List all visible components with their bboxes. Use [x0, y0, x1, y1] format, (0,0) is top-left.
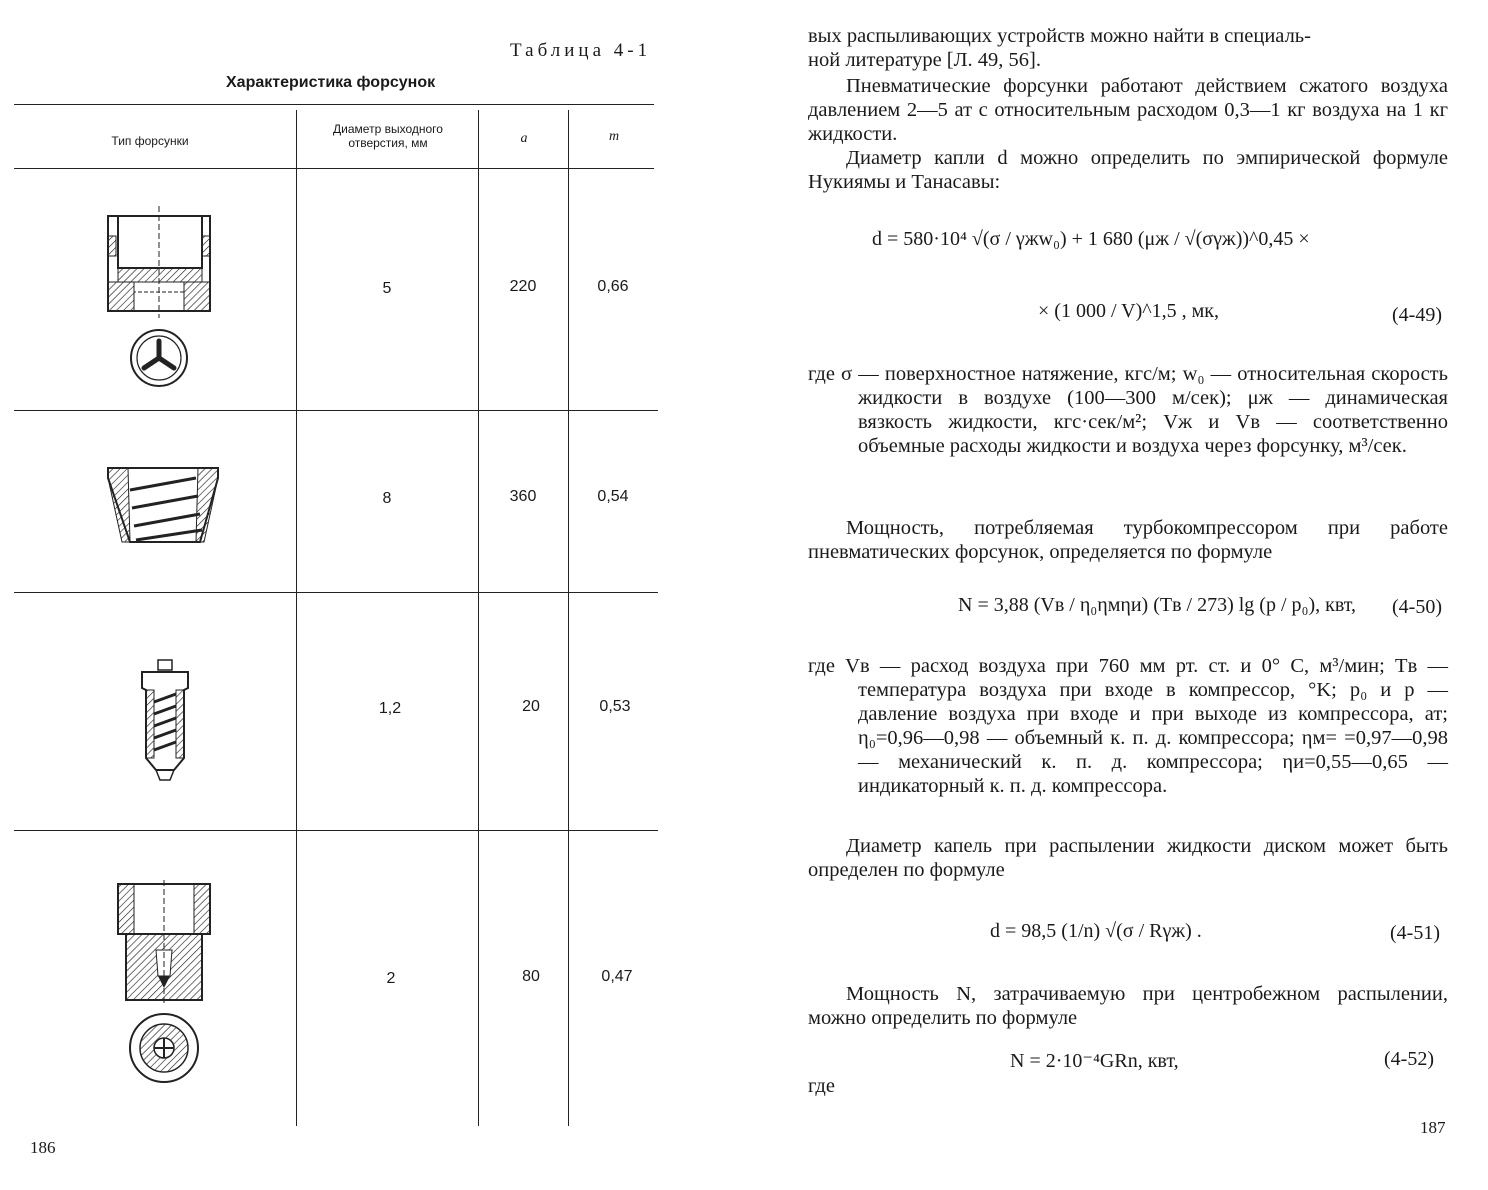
paragraph-4: Мощность, потребляемая турбокомпрессором при работе пневматических форсунок, определяется по формуле	[808, 517, 1448, 563]
table-top-rule	[14, 104, 654, 105]
paragraph-5: Диаметр капель при распылении жидкости диском может быть определен по формуле	[808, 835, 1448, 881]
row1-a: 220	[509, 278, 537, 295]
row3-diameter: 1,2	[378, 700, 402, 717]
nozzle-figure-2	[100, 460, 230, 550]
paragraph-3: Диаметр капли d можно определить по эмпирической формуле Нукиямы и Танасавы:	[808, 147, 1448, 193]
equation-number-4-50: (4-50)	[1392, 596, 1442, 618]
formula-4-50: N = 3,88 (Vв / η₀ηмηи) (Tв / 273) lg (p / p₀), квт,	[958, 594, 1357, 616]
row3-m: 0,53	[599, 698, 631, 715]
row4-m: 0,47	[601, 968, 633, 985]
paragraph-1: вых распыливающих устройств можно найти в специаль- ной литературе [Л. 49, 56].	[808, 25, 1311, 71]
left-page	[0, 0, 700, 1190]
row2-diameter: 8	[382, 490, 392, 507]
row1-diameter: 5	[382, 280, 392, 297]
table-title: Характеристика форсунок	[226, 74, 436, 91]
nozzle-figure-1	[96, 196, 226, 396]
row3-a: 20	[522, 698, 540, 715]
right-page	[744, 0, 1488, 1190]
equation-number-4-49: (4-49)	[1392, 304, 1442, 326]
row2-a: 360	[509, 488, 537, 505]
row-rule-2	[14, 592, 658, 593]
equation-number-4-51: (4-51)	[1390, 922, 1440, 944]
header-type: Тип форсунки	[111, 134, 189, 148]
page-number-right: 187	[1420, 1118, 1446, 1137]
legend-where-1: где σ — поверхностное натяжение, кгс/м; w₀ — относительная скорость жидкости в воздухе (100—300 м/сек); μж — динамическая вязкость жидкости, кгс·сек/м²; Vж и Vв — соответственно объемные расходы жидкости и воздуха через форсунку, м³/сек.	[808, 363, 1448, 457]
row4-a: 80	[522, 968, 540, 985]
legend-where-3: где	[808, 1075, 835, 1097]
row1-m: 0,66	[597, 278, 629, 295]
row4-diameter: 2	[386, 970, 396, 987]
col-rule-1	[296, 110, 297, 1126]
header-m: m	[608, 129, 620, 144]
row-rule-3	[14, 830, 658, 831]
formula-4-49-line2: × (1 000 / V)^1,5 , мк,	[1038, 300, 1219, 322]
formula-4-51: d = 98,5 (1/n) √(σ / Rγж) .	[990, 920, 1202, 942]
col-rule-2	[478, 110, 479, 1126]
formula-4-52: N = 2·10⁻⁴GRn, квт,	[1010, 1050, 1179, 1072]
table-number: Таблица 4-1	[510, 40, 652, 61]
row-rule-1	[14, 410, 658, 411]
page-number-left: 186	[30, 1138, 56, 1157]
col-rule-3	[568, 110, 569, 1126]
legend-where-2: где Vв — расход воздуха при 760 мм рт. ст. и 0° С, м³/мин; Tв — температура воздуха при входе в компрессор, °K; p₀ и p — давление воздуха при входе и при выходе из компрессора, ат; η₀=0,96—0,98 — объемный к. п. д. компрессора; ηм= =0,97—0,98 — механический к. п. д. компрессора; ηи=0,55—0,65 — индикаторный к. п. д. компрессора.	[808, 655, 1448, 797]
paragraph-6: Мощность N, затрачиваемую при центробежном распылении, можно определить по формуле	[808, 983, 1448, 1029]
header-diameter: Диаметр выходного отверстия, мм	[333, 122, 443, 150]
table-header-rule	[14, 168, 654, 169]
paragraph-2: Пневматические форсунки работают действием сжатого воздуха давлением 2—5 ат с относительным расходом 0,3—1 кг воздуха на 1 кг жидкости.	[808, 75, 1448, 145]
equation-number-4-52: (4-52)	[1384, 1048, 1434, 1070]
row2-m: 0,54	[597, 488, 629, 505]
header-a: a	[520, 131, 528, 146]
formula-4-49-line1: d = 580·10⁴ √(σ / γжw₀) + 1 680 (μж / √(σγж))^0,45 ×	[872, 228, 1310, 250]
nozzle-figure-3	[130, 658, 200, 788]
nozzle-figure-4	[104, 880, 224, 1090]
